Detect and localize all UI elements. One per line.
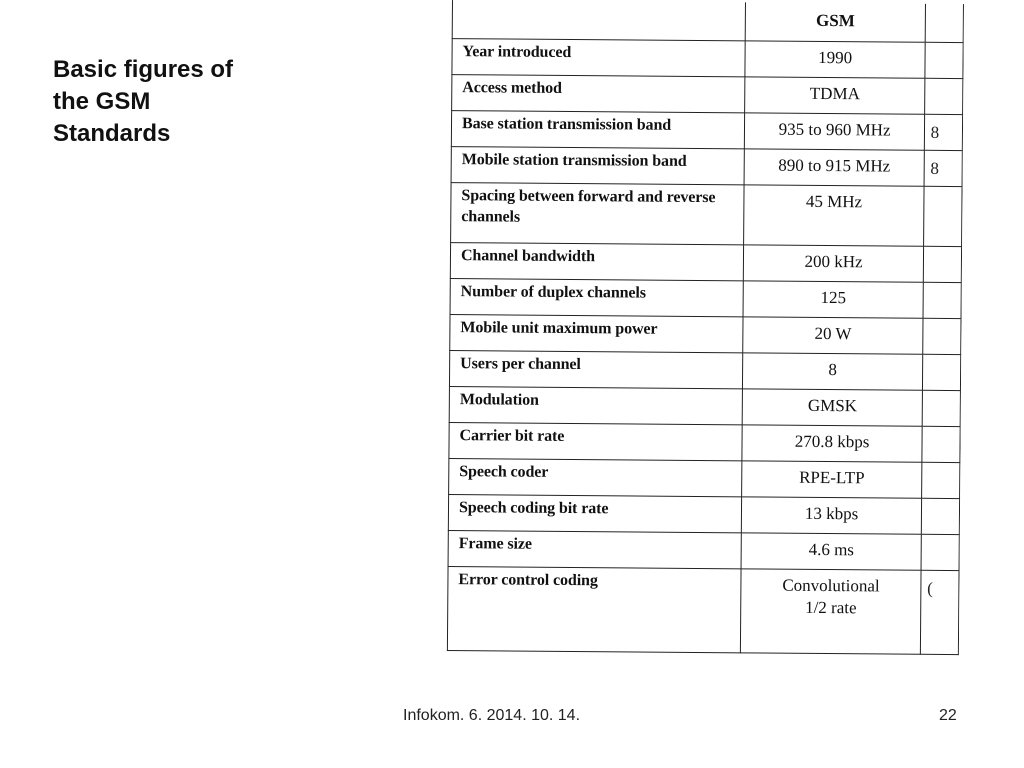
gsm-value-cell: 8 (743, 353, 923, 390)
table-row (449, 351, 960, 391)
gsm-value-cell: Convolutional 1/2 rate (741, 569, 921, 654)
table-row (452, 75, 963, 115)
table-row (448, 531, 959, 571)
next-column-fragment (923, 282, 962, 318)
next-column-fragment (922, 318, 961, 354)
table-row (448, 495, 959, 535)
parameter-cell: Channel bandwidth (450, 243, 744, 281)
table-row (449, 387, 960, 427)
slide-footer: Infokom. 6. 2014. 10. 14. (403, 707, 581, 724)
next-column-fragment (925, 42, 964, 78)
slide-title: Basic figures of the GSM Standards (53, 56, 234, 147)
next-column-fragment (923, 186, 962, 246)
table-row (450, 243, 961, 283)
table-row (449, 423, 960, 463)
gsm-value-cell: 125 (743, 281, 923, 318)
next-column-fragment (922, 426, 961, 462)
gsm-value-cell: 13 kbps (742, 497, 922, 534)
gsm-value-cell: TDMA (745, 77, 925, 114)
gsm-value-cell: GMSK (743, 389, 923, 426)
next-column-fragment (922, 390, 961, 426)
next-column-fragment: 8 (924, 114, 963, 150)
gsm-figures-table (447, 0, 964, 655)
parameter-cell: Error control coding (447, 567, 741, 653)
table-row (447, 567, 959, 655)
parameter-cell: Users per channel (449, 351, 743, 389)
table-row (452, 39, 963, 79)
gsm-value-cell: 1990 (745, 41, 925, 78)
gsm-value-cell: 45 MHz (744, 185, 924, 246)
table-row (450, 279, 961, 319)
parameter-cell: Mobile station transmission band (451, 147, 745, 185)
parameter-cell: Year introduced (452, 39, 746, 77)
table-row (451, 183, 962, 247)
gsm-value-cell: RPE-LTP (742, 461, 922, 498)
gsm-value-cell: 270.8 kbps (742, 425, 922, 462)
next-column-fragment (924, 78, 963, 114)
next-column-fragment (923, 246, 962, 282)
table-header-cutoff (925, 2, 964, 42)
next-column-fragment: 8 (924, 150, 963, 186)
gsm-value-cell: 20 W (743, 317, 923, 354)
parameter-cell: Access method (452, 75, 746, 113)
parameter-cell: Frame size (448, 531, 742, 569)
next-column-fragment (921, 498, 960, 534)
table-header-row (452, 0, 963, 43)
table-row (451, 111, 962, 151)
gsm-value-cell: 935 to 960 MHz (745, 113, 925, 150)
table-row (450, 315, 961, 355)
parameter-cell: Spacing between forward and reverse channels (451, 183, 745, 245)
gsm-value-cell: 890 to 915 MHz (745, 149, 925, 186)
next-column-fragment (921, 534, 960, 570)
table-row (451, 147, 962, 187)
parameter-cell: Number of duplex channels (450, 279, 744, 317)
next-column-fragment (922, 354, 961, 390)
parameter-cell: Speech coder (449, 459, 743, 497)
table-body (447, 39, 963, 655)
gsm-table-scan (438, 0, 964, 666)
next-column-fragment: ( (920, 570, 959, 654)
parameter-cell: Speech coding bit rate (448, 495, 742, 533)
next-column-fragment (921, 462, 960, 498)
gsm-value-cell: 4.6 ms (741, 533, 921, 570)
parameter-cell: Mobile unit maximum power (450, 315, 744, 353)
parameter-cell: Carrier bit rate (449, 423, 743, 461)
table-row (449, 459, 960, 499)
page-number: 22 (939, 707, 957, 724)
table-header-gsm: GSM (746, 1, 926, 42)
gsm-value-cell: 200 kHz (744, 245, 924, 282)
table-header-parameter (452, 0, 746, 41)
parameter-cell: Base station transmission band (451, 111, 745, 149)
parameter-cell: Modulation (449, 387, 743, 425)
